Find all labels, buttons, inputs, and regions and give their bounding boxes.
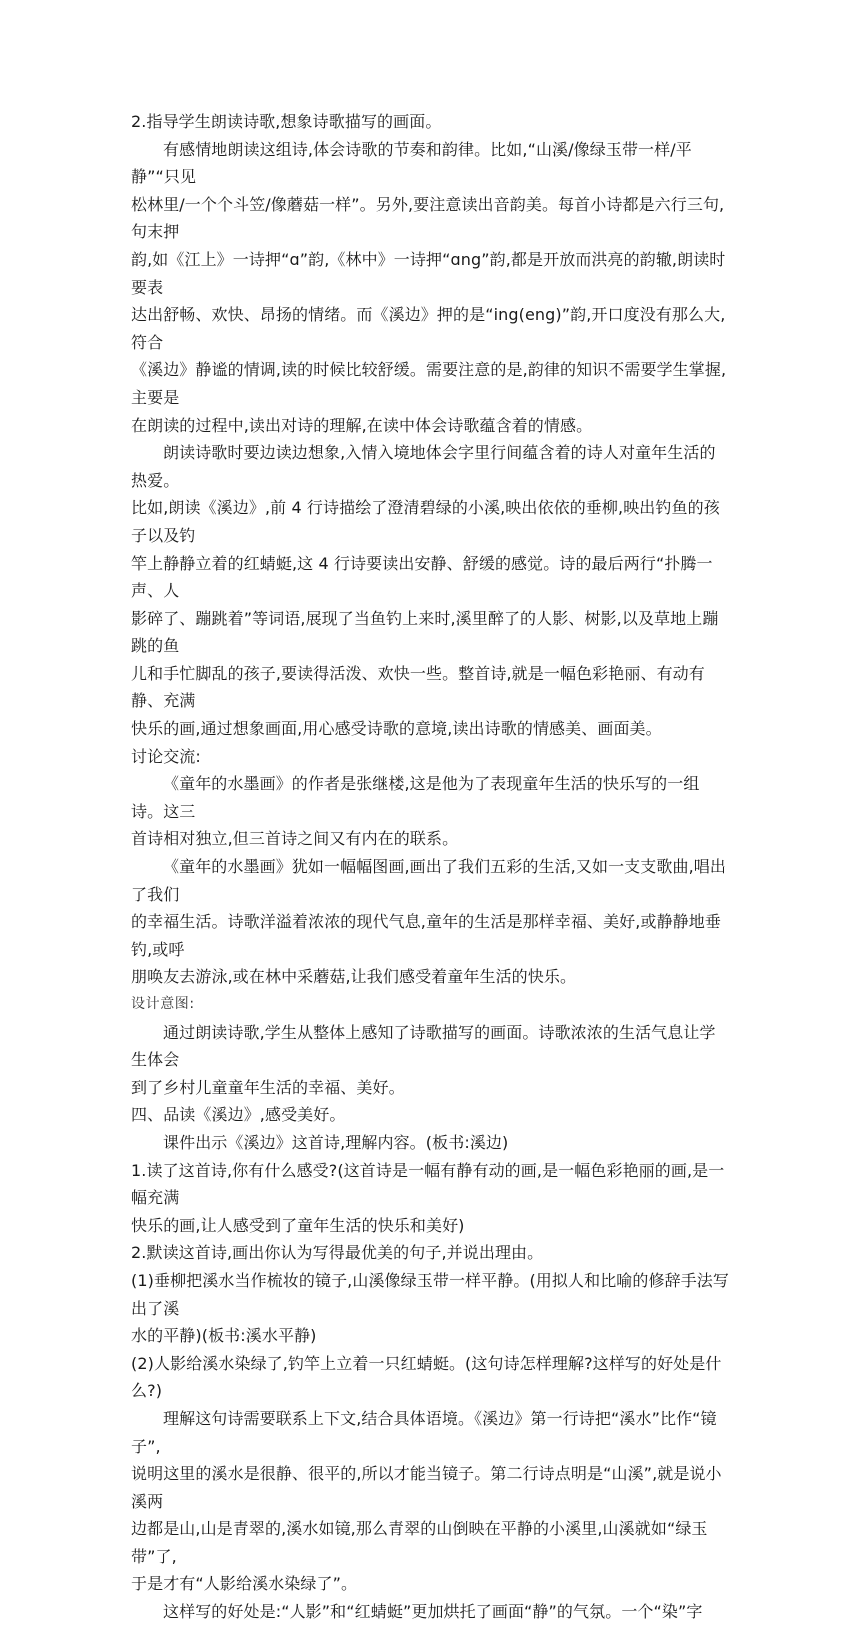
sub-item-line: (2)人影给溪水染绿了,钓竿上立着一只红蜻蜓。(这句诗怎样理解?这样写的好处是什么?) [131,1353,722,1401]
paragraph-line: 的幸福生活。诗歌洋溢着浓浓的现代气息,童年的生活是那样幸福、美好,或静静地垂钓,或呼 [131,912,721,959]
sub-item-line: (1)垂柳把溪水当作梳妆的镜子,山溪像绿玉带一样平静。(用拟人和比喻的修辞手法写出了溪 [131,1270,729,1318]
paragraph-line: 影碎了、蹦跳着”等词语,展现了当鱼钓上来时,溪里醉了的人影、树影,以及草地上蹦跳的鱼 [131,608,719,656]
paragraph-line: 《童年的水墨画》的作者是张继楼,这是他为了表现童年生活的快乐写的一组诗。这三 [131,774,700,821]
paragraph-line: 水的平静)(板书:溪水平静) [131,1326,317,1346]
paragraph-line: 《溪边》静谧的情调,读的时候比较舒缓。需要注意的是,韵律的知识不需要学生掌握,主要是 [131,360,727,407]
paragraph-line: 《童年的水墨画》犹如一幅幅图画,画出了我们五彩的生活,又如一支支歌曲,唱出了我们 [131,857,726,904]
paragraph-line: 理解这句诗需要联系上下文,结合具体语境。《溪边》第一行诗把“溪水”比作“镜子”, [131,1408,717,1456]
paragraph-line: 达出舒畅、欢快、昂扬的情绪。而《溪边》押的是“ing(eng)”韵,开口度没有那么大,符合 [131,305,726,352]
paragraph-line: 在朗读的过程中,读出对诗的理解,在读中体会诗歌蕴含着的情感。 [131,415,593,435]
paragraph-line: 课件出示《溪边》这首诗,理解内容。(板书:溪边) [163,1132,509,1152]
paragraph-line: 有感情地朗读这组诗,体会诗歌的节奏和韵律。比如,“山溪/像绿玉带一样/平静”“只见 [131,139,692,187]
paragraph-line: 朗读诗歌时要边读边想象,入情入境地体会字里行间蕴含着的诗人对童年生活的热爱。 [131,443,716,490]
paragraph-line: 这样写的好处是:“人影”和“红蜻蜓”更加烘托了画面“静”的气氛。一个“染”字 [163,1602,703,1622]
section-label-design-intent: 设计意图: [131,996,195,1012]
section-heading: 四、品读《溪边》,感受美好。 [131,1105,346,1125]
paragraph-line: 儿和手忙脚乱的孩子,要读得活泼、欢快一些。整首诗,就是一幅色彩艳丽、有动有静、充满 [131,663,705,711]
paragraph-line: 快乐的画,通过想象画面,用心感受诗歌的意境,读出诗歌的情感美、画面美。 [131,719,662,739]
paragraph-line: 首诗相对独立,但三首诗之间又有内在的联系。 [131,829,459,849]
paragraph-line: 比如,朗读《溪边》,前 4 行诗描绘了澄清碧绿的小溪,映出依依的垂柳,映出钓鱼的孩子以及钓 [131,498,720,545]
paragraph-line: 于是才有“人影给溪水染绿了”。 [131,1574,358,1594]
paragraph-line: 说明这里的溪水是很静、很平的,所以才能当镜子。第二行诗点明是“山溪”,就是说小溪两 [131,1464,722,1511]
paragraph-line: 韵,如《江上》一诗押“ɑ”韵,《林中》一诗押“ɑng”韵,都是开放而洪亮的韵辙,朗读时要表 [131,249,726,297]
paragraph-line: 朋唤友去游泳,或在林中采蘑菇,让我们感受着童年生活的快乐。 [131,967,577,987]
paragraph-line: 快乐的画,让人感受到了童年生活的快乐和美好) [131,1215,465,1235]
paragraph-line: 边都是山,山是青翠的,溪水如镜,那么青翠的山倒映在平静的小溪里,山溪就如“绿玉带”了, [131,1519,708,1566]
step-heading: 2.指导学生朗读诗歌,想象诗歌描写的画面。 [131,112,442,131]
section-label-discussion: 讨论交流: [131,746,201,766]
question-line: 1.读了这首诗,你有什么感受?(这首诗是一幅有静有动的画,是一幅色彩艳丽的画,是一幅充满 [131,1160,725,1208]
paragraph-line: 到了乡村儿童童年生活的幸福、美好。 [131,1077,405,1097]
paragraph-line: 松林里/一个个斗笠/像蘑菇一样”。另外,要注意读出音韵美。每首小诗都是六行三句,句末押 [131,194,725,242]
paragraph-line: 通过朗读诗歌,学生从整体上感知了诗歌描写的画面。诗歌浓浓的生活气息让学生体会 [131,1022,716,1070]
question-line: 2.默读这首诗,画出你认为写得最优美的句子,并说出理由。 [131,1243,544,1263]
document-page [131,108,731,1626]
paragraph-line: 竿上静静立着的红蜻蜓,这 4 行诗要读出安静、舒缓的感觉。诗的最后两行“扑腾一声、人 [131,553,713,601]
